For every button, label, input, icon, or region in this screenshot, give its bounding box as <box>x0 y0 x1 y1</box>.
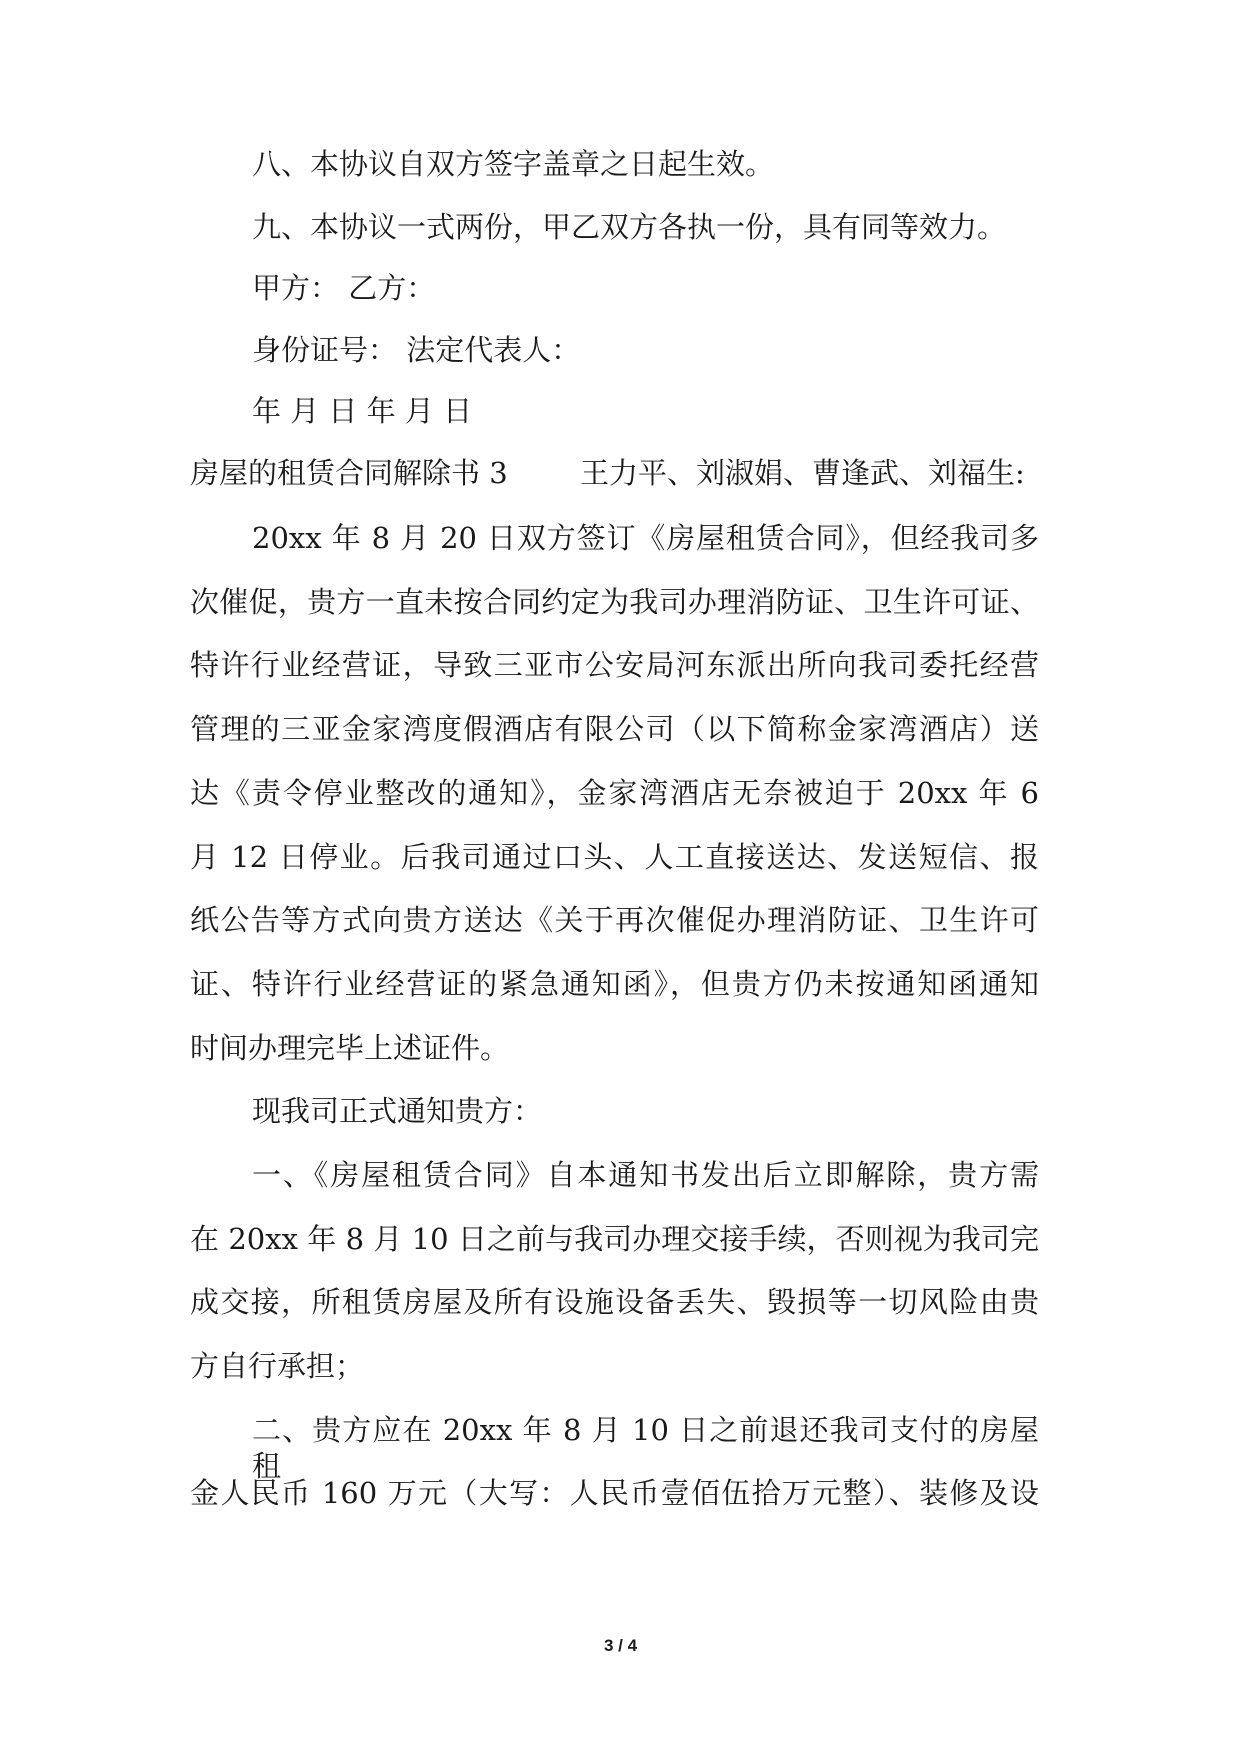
body-line: 金人民币 160 万元（大写：人民币壹佰伍拾万元整）、装修及设 <box>190 1476 1039 1510</box>
body-line: 方自行承担； <box>190 1349 365 1383</box>
notice-intro: 现我司正式通知贵方： <box>252 1094 543 1128</box>
clause-9: 九、本协议一式两份，甲乙双方各执一份，具有同等效力。 <box>252 210 1007 244</box>
body-line: 一、《房屋租赁合同》自本通知书发出后立即解除，贵方需 <box>252 1158 1039 1192</box>
body-line: 二、贵方应在 20xx 年 8 月 10 日之前退还我司支付的房屋租 <box>252 1413 1039 1483</box>
body-line: 次催促，贵方一直未按合同约定为我司办理消防证、卫生许可证、 <box>190 585 1039 619</box>
signature-dates: 年 月 日 年 月 日 <box>252 394 473 428</box>
body-line: 特许行业经营证，导致三亚市公安局河东派出所向我司委托经营 <box>190 648 1039 682</box>
body-line: 管理的三亚金家湾度假酒店有限公司（以下简称金家湾酒店）送 <box>190 712 1039 746</box>
body-line: 月 12 日停业。后我司通过口头、人工直接送达、发送短信、报 <box>190 840 1039 874</box>
body-line: 成交接，所租赁房屋及所有设施设备丢失、毁损等一切风险由贵 <box>190 1285 1039 1319</box>
body-line: 20xx 年 8 月 20 日双方签订《房屋租赁合同》，但经我司多 <box>252 521 1039 555</box>
signature-parties: 甲方： 乙方： <box>252 271 436 305</box>
page-number: 3 / 4 <box>603 1636 638 1655</box>
body-line: 达《责令停业整改的通知》，金家湾酒店无奈被迫于 20xx 年 6 <box>190 776 1039 810</box>
signature-id-representative: 身份证号： 法定代表人： <box>252 333 581 367</box>
body-line: 在 20xx 年 8 月 10 日之前与我司办理交接手续，否则视为我司完 <box>190 1222 1039 1256</box>
body-line: 证、特许行业经营证的紧急通知函》，但贵方仍未按通知函通知 <box>190 967 1039 1001</box>
body-line: 纸公告等方式向贵方送达《关于再次催促办理消防证、卫生许可 <box>190 903 1039 937</box>
clause-8: 八、本协议自双方签字盖章之日起生效。 <box>252 147 775 181</box>
section-title: 房屋的租赁合同解除书 3 <box>190 456 508 490</box>
body-line: 时间办理完毕上述证件。 <box>190 1031 510 1065</box>
addressees: 王力平、刘淑娟、曹逢武、刘福生: <box>580 456 1025 490</box>
